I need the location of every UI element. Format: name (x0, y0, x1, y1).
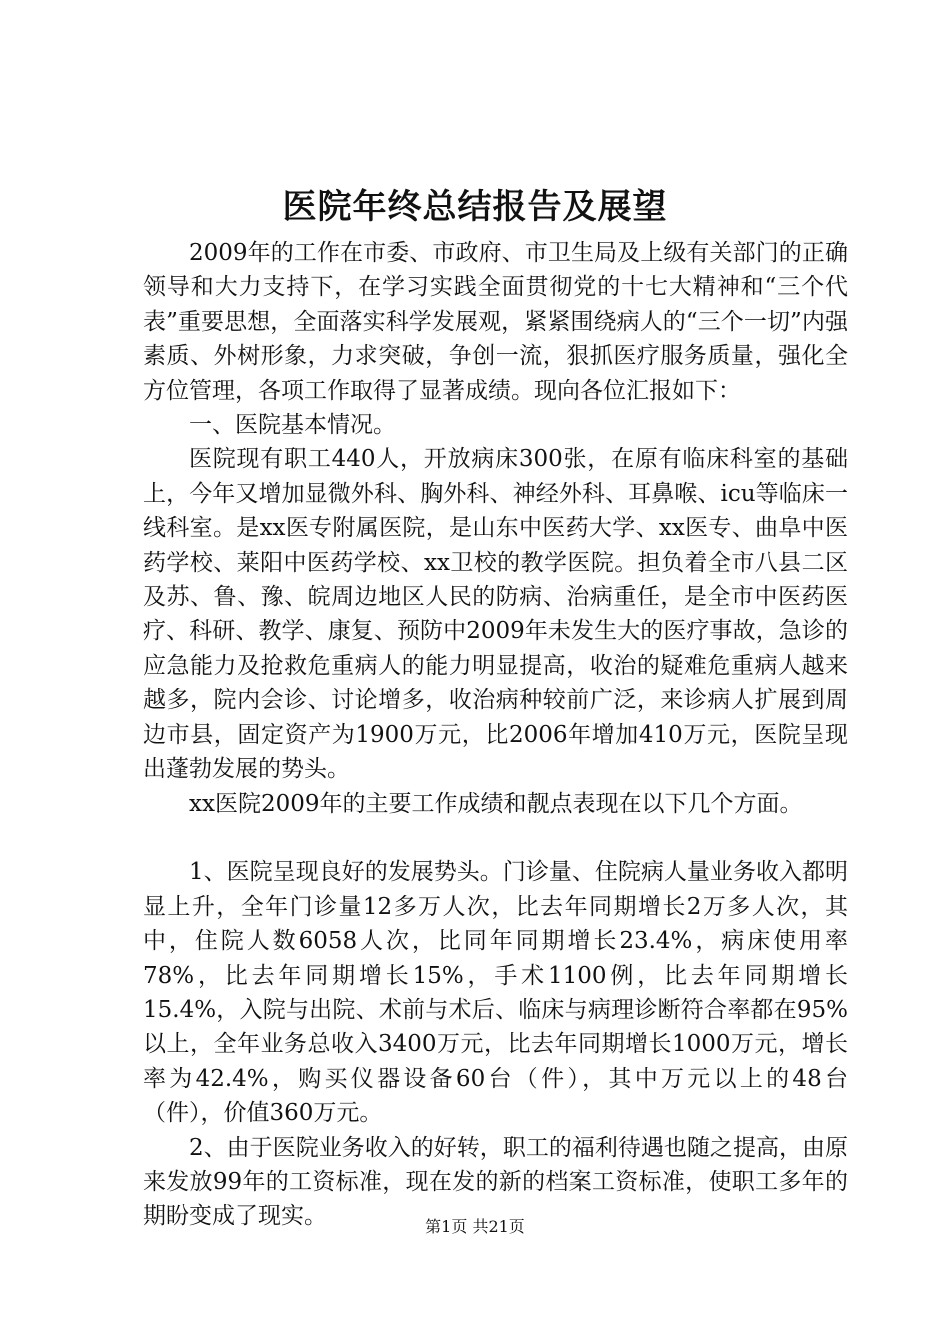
achievement-item-2: 2、由于医院业务收入的好转，职工的福利待遇也随之提高，由原来发放99年的工资标准，现在发的新的档案工资标准，使职工多年的期盼变成了现实。 (143, 1134, 848, 1230)
blank-line (143, 821, 848, 855)
intro-paragraph: 2009年的工作在市委、市政府、市卫生局及上级有关部门的正确领导和大力支持下，在学习实践全面贯彻党的十七大精神和“三个代表”重要思想，全面落实科学发展观，紧紧围绕病人的“三个一切”内强素质、外树形象，力求突破，争创一流，狠抓医疗服务质量，强化全方位管理，各项工作取得了显著成绩。现向各位汇报如下： (143, 240, 848, 404)
achievements-intro-paragraph: xx医院2009年的主要工作成绩和靓点表现在以下几个方面。 (189, 790, 803, 817)
document-body (143, 236, 848, 1234)
basic-info-paragraph: 医院现有职工440人，开放病床300张，在原有临床科室的基础上，今年又增加显微外科、胸外科、神经外科、耳鼻喉、icu等临床一线科室。是xx医专附属医院，是山东中医药大学、xx医专、曲阜中医药学校、莱阳中医药学校、xx卫校的教学医院。担负着全市八县二区及苏、鲁、豫、皖周边地区人民的防病、治病重任，是全市中医药医疗、科研、教学、康复、预防中2009年未发生大的医疗事故，急诊的应急能力及抢救危重病人的能力明显提高，收治的疑难危重病人越来越多，院内会诊、讨论增多，收治病种较前广泛，来诊病人扩展到周边市县，固定资产为1900万元，比2006年增加410万元，医院呈现出蓬勃发展的势头。 (143, 446, 848, 783)
document-title: 医院年终总结报告及展望 (282, 187, 668, 227)
achievement-item-1: 1、医院呈现良好的发展势头。门诊量、住院病人量业务收入都明显上升，全年门诊量12多万人次，比去年同期增长2万多人次，其中，住院人数6058人次，比同年同期增长23.4%，病床使用率78%，比去年同期增长15%，手术1100例，比去年同期增长15.4%，入院与出院、术前与术后、临床与病理诊断符合率都在95%以上，全年业务总收入3400万元，比去年同期增长1000万元，增长率为42.4%，购买仪器设备60台（件），其中万元以上的48台（件），价值360万元。 (143, 859, 848, 1127)
page-number: 第1页 共21页 (425, 1217, 525, 1236)
section-heading-basic-info: 一、医院基本情况。 (189, 412, 396, 439)
